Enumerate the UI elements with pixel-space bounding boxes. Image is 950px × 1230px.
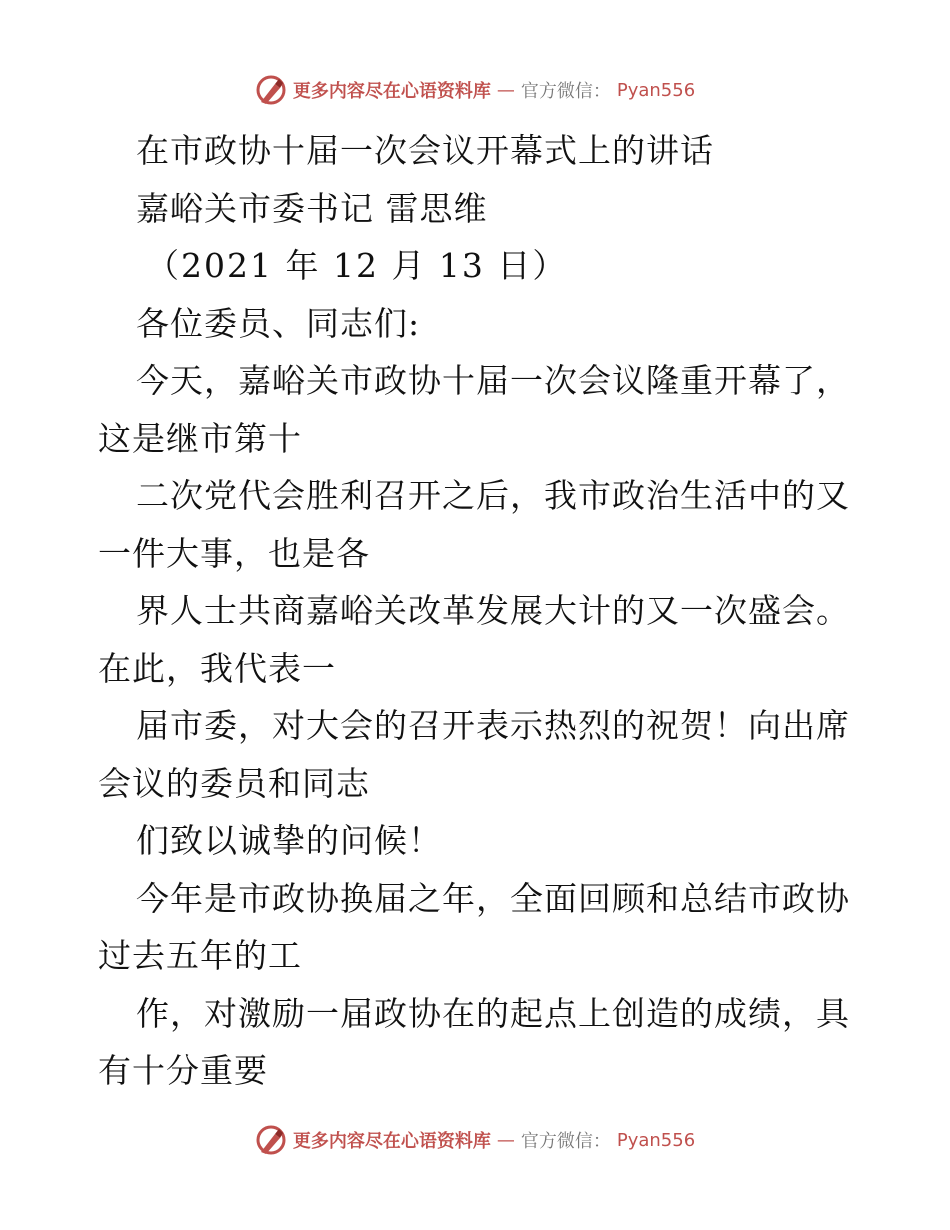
speaker-line: 嘉峪关市委书记 雷思维 xyxy=(136,188,488,228)
paragraph-line: 这是继市第十 xyxy=(98,418,302,458)
document-body xyxy=(98,122,858,1100)
salutation: 各位委员、同志们: xyxy=(136,303,421,343)
paragraph-line: 二次党代会胜利召开之后，我市政治生活中的又 xyxy=(136,476,850,515)
watermark-wechat-id: Pyan556 xyxy=(616,79,696,101)
paragraph-line: 会议的委员和同志 xyxy=(98,763,370,803)
watermark-main-text: 更多内容尽在心语资料库 xyxy=(292,1131,491,1152)
paragraph-line: 今年是市政协换届之年，全面回顾和总结市政协 xyxy=(136,878,850,918)
paragraph-line: 今天，嘉峪关市政协十届一次会议隆重开幕了， xyxy=(136,361,850,400)
watermark-separator: — xyxy=(496,79,515,101)
paragraph-line: 在此，我代表一 xyxy=(98,648,336,688)
header-watermark xyxy=(0,70,950,110)
pen-logo-icon xyxy=(255,1124,287,1156)
watermark-wechat-id: Pyan556 xyxy=(616,1129,696,1151)
paragraph-line: 有十分重要 xyxy=(98,1051,268,1090)
watermark-wechat-label: 官方微信： xyxy=(520,1131,611,1152)
watermark-main-text: 更多内容尽在心语资料库 xyxy=(292,81,491,102)
date-line: （2021 年 12 月 13 日） xyxy=(146,246,568,285)
paragraph-line: 作，对激励一届政协在的起点上创造的成绩，具 xyxy=(136,993,850,1033)
watermark-separator: — xyxy=(496,1129,515,1151)
paragraph-line: 届市委，对大会的召开表示热烈的祝贺！向出席 xyxy=(136,706,850,745)
pen-logo-icon xyxy=(255,74,287,106)
paragraph-line: 界人士共商嘉峪关改革发展大计的又一次盛会。 xyxy=(136,591,850,630)
paragraph-line: 一件大事，也是各 xyxy=(98,533,370,573)
watermark-wechat-label: 官方微信： xyxy=(520,81,611,102)
paragraph-line: 们致以诚挚的问候！ xyxy=(136,821,442,860)
speech-title: 在市政协十届一次会议开幕式上的讲话 xyxy=(136,131,714,170)
footer-watermark xyxy=(0,1120,950,1160)
paragraph-line: 过去五年的工 xyxy=(98,936,302,975)
